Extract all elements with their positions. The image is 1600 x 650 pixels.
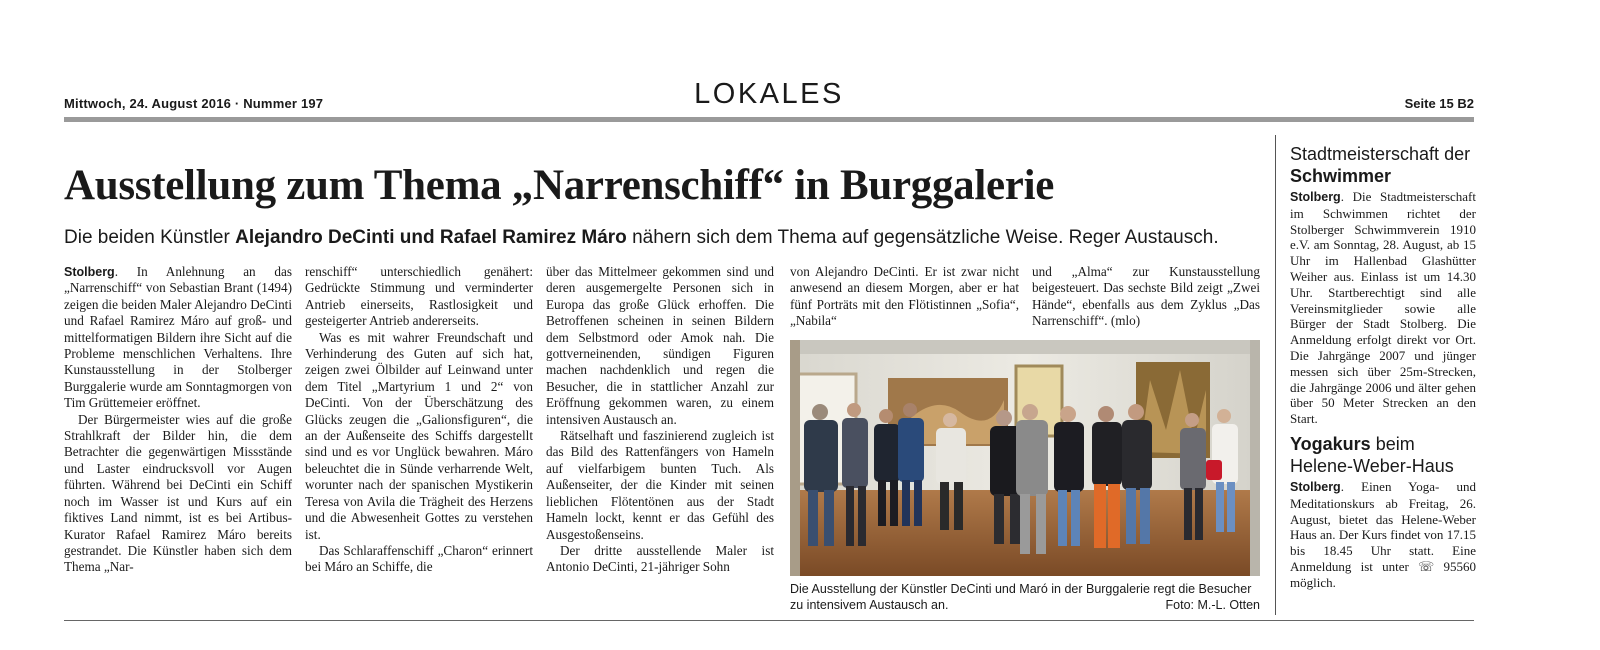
heading-regular: beim Helene-Weber-Haus <box>1290 433 1454 476</box>
dateline: Stolberg <box>64 265 115 279</box>
dateline: Stolberg <box>1290 190 1341 204</box>
photo-caption <box>790 581 1260 613</box>
issue-date: Mittwoch, 24. August 2016 · Nummer 197 <box>64 96 324 111</box>
heading-bold: Yogakurs <box>1290 433 1371 454</box>
article-column-4 <box>790 264 1019 330</box>
paragraph: Der Bürgermeister wies auf die große Strahlkraft der Bilder hin, die dem Betrachter die gegenwärtigen Missstände und Laster eindrucksvoll vor Augen führten. Während bei DeCinti ein Schiff noch im Wasser ist und Kurs auf ein fiktives Land nimmt, ist es bei Artibus-Kurator Rafael Ramirez Máro bereits gestrandet. Die Künstler haben sich dem Thema „Nar- <box>64 411 292 575</box>
header-rule <box>64 117 1474 122</box>
caption-text: Die Ausstellung der Künstler DeCinti und Maró in der Burggalerie regt die Besucher zu intensivem Austausch an. <box>790 582 1252 612</box>
article-headline: Ausstellung zum Thema „Narrenschiff“ in Burggalerie <box>64 162 1055 209</box>
brief-text: . Einen Yoga- und Meditationskurs ab Freitag, 26. August, bietet das Helene-Weber Haus an. Der Kurs findet von 17.15 bis 18.45 Uhr statt. Eine Anmeldung ist unter ☏ 95560 möglich. <box>1290 478 1476 590</box>
footer-rule <box>64 620 1474 621</box>
paragraph: Das Schlaraffenschiff „Charon“ erinnert bei Máro an Schiffe, die <box>305 542 533 575</box>
paragraph: von Alejandro DeCinti. Er ist zwar nicht anwesend an diesem Morgen, aber er hat fünf Porträts mit den Flötistinnen „Sofia“, „Nabila“ <box>790 264 1019 329</box>
section-title: LOKALES <box>694 78 844 110</box>
page-number: Seite 15 B2 <box>1404 96 1474 111</box>
paragraph: renschiff“ unterschiedlich genähert: Gedrückte Stimmung und verminderter Antrieb einerseits, Rastlosigkeit und gesteigerter Antrieb andererseits. <box>305 264 533 329</box>
gallery-visitors-image <box>790 340 1260 576</box>
column-divider <box>1275 135 1276 615</box>
paragraph: Rätselhaft und faszinierend zugleich ist das Bild des Rattenfängers von Hameln auf vielfarbigem bunten Tuch. Als Außenseiter, der die Kinder mit seinen lieblichen Flötentönen aus der Stadt Hameln lockt, kennt er das Gefühl des Ausgestoßenseins. <box>546 428 774 542</box>
article-column-2 <box>305 264 533 576</box>
brief-body <box>1290 479 1476 591</box>
brief-swimming <box>1290 143 1476 427</box>
article-column-5 <box>1032 264 1260 330</box>
dateline: Stolberg <box>1290 479 1341 494</box>
brief-yoga <box>1290 433 1476 591</box>
paragraph <box>64 264 292 412</box>
page-header <box>64 78 1474 118</box>
paragraph: und „Alma“ zur Kunstausstellung beigesteuert. Das sechste Bild zeigt „Zwei Hände“, ebenfalls aus dem Zyklus „Das Narrenschiff“. (mlo) <box>1032 264 1260 329</box>
article-subhead <box>64 226 1264 250</box>
article-column-3 <box>546 264 774 576</box>
photo-credit: Foto: M.-L. Otten <box>1165 598 1260 612</box>
paragraph-text: . In Anlehnung an das „Narrenschiff“ von Sebastian Brant (1494) zeigen die beiden Maler Alejandro DeCinti und Rafael Ramirez Máro auf groß- und mittelformatigen Bildern ihre Sicht auf die Probleme menschlichen Verhaltens. Ihre Kunstausstellung in der Stolberger Burggalerie wurde am Sonntagmorgen von Tim Grüttemeier eröffnet. <box>64 264 292 411</box>
subhead-pre: Die beiden Künstler <box>64 227 236 248</box>
paragraph: über das Mittelmeer gekommen sind und deren ausgemergelte Personen sich in Europa das große Glück erhoffen. Die Betroffenen scheinen in seinen Bildern dem Selbstmord oder Amok nah. Die gottverneinenden, sündigen Figuren machen nachdenklich und regen die Besucher, die in stattlicher Anzahl zur Eröffnung gekommen waren, zu einem intensiven Austausch an. <box>546 264 774 427</box>
heading-regular: Stadtmeisterschaft der <box>1290 144 1471 164</box>
paragraph: Was es mit wahrer Freundschaft und Verhinderung des Guten auf sich hat, zeigen zwei Ölbilder auf Leinwand unter dem Titel „Martyrium 1 und 2“ von DeCinti. Von der Überschätzung des Glücks zeugen die „Galionsfiguren“, die an der Außenseite des Schiffs dargestellt sind und es vor Unglück bewahren. Máro beleuchtet die in Sünde verharrende Welt, worunter nach der spanischen Mystikerin Teresa von Avila die Trägheit des Herzens und die Abwesenheit Gottes zu verstehen ist. <box>305 329 533 542</box>
subhead-post: nähern sich dem Thema auf gegensätzliche Weise. Reger Austausch. <box>626 227 1219 248</box>
exhibition-photo <box>790 340 1260 576</box>
brief-text: . Die Stadtmeisterschaft im Schwimmen richtet der Stolberger Schwimmverein 1910 e.V. am Sonntag, 28. August, ab 15 Uhr im Hallenbad Glashütter Weiher aus. Einlass ist um 14.30 Uhr. Startberechtigt sind alle Vereinsmitglieder sowie alle Bürger der Stadt Stolberg. Die Anmeldung erfolgt direkt vor Ort. Die Jahrgänge 2007 und jünger messen sich über 25m-Strecken, die Jahrgänge 2006 und älter gehen über 50 Meter Strecken an den Start. <box>1290 189 1476 427</box>
paragraph: Der dritte ausstellende Maler ist Antonio DeCinti, 21-jähriger Sohn <box>546 542 774 575</box>
brief-body <box>1290 189 1476 427</box>
subhead-artists: Alejandro DeCinti und Rafael Ramirez Máro <box>235 227 627 248</box>
brief-heading <box>1290 433 1476 477</box>
sidebar-briefs <box>1290 143 1476 591</box>
brief-heading <box>1290 143 1476 187</box>
heading-bold: Schwimmer <box>1290 166 1392 186</box>
article-column-1 <box>64 264 292 576</box>
